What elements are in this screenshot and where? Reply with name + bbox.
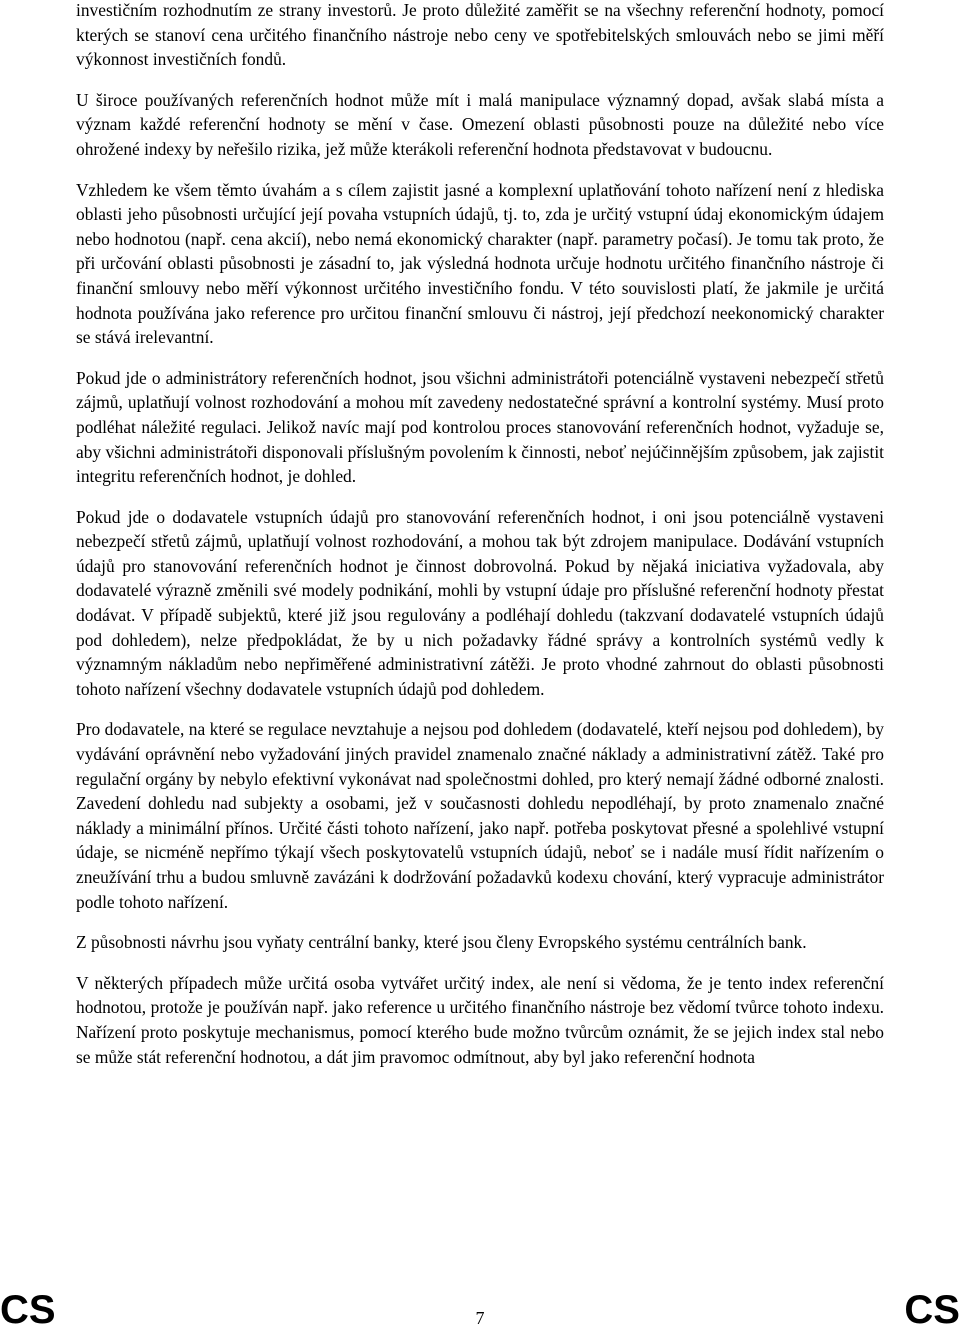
page-number: 7 bbox=[475, 1308, 485, 1328]
paragraph: Pro dodavatele, na které se regulace nevztahuje a nejsou pod dohledem (dodavatelé, kteří nejsou pod dohledem), by vydávání oprávnění nebo vyžadování jiných pravidel znamenalo značné náklady a administrativní zátěž. Také pro regulační orgány by nebylo efektivní vykonávat nad společnostmi dohled, pro který nemají žádné odborné znalosti. Zavedení dohledu nad subjekty a osobami, jež v současnosti dohledu nepodléhají, by proto znamenalo značné náklady a minimální přínos. Určité části tohoto nařízení, jako např. potřeba poskytovat přesné a spolehlivé vstupní údaje, se nicméně nepřímo týkají všech poskytovatelů vstupních údajů, neboť se i nadále musí řídit nařízením o zneužívání trhu a budou smluvně zavázáni k dodržování požadavků kodexu chování, který vypracuje administrátor podle tohoto nařízení. bbox=[76, 719, 884, 912]
footer-language-code-right: CS bbox=[904, 1288, 960, 1332]
paragraph: Pokud jde o dodavatele vstupních údajů pro stanovování referenčních hodnot, i oni jsou potenciálně vystaveni nebezpečí střetů zájmů, uplatňují volnost rozhodování, a mohou tak být zdrojem manipulace. Dodávání vstupních údajů pro stanovování referenčních hodnot je činnost dobrovolná. Pokud by nějaká iniciativa vyžadovala, aby dodavatelé výrazně změnili své modely podnikání, mohli by vstupní údaje pro příslušné referenční hodnoty přestat dodávat. V případě subjektů, které již jsou regulovány a podléhají dohledu (takzvaní dodavatelé vstupních údajů pod dohledem), nelze předpokládat, že by u nich požadavky řádné správy a kontrolních systémů vedly k významným nákladům nebo nepřiměřené administrativní zátěži. Je proto vhodné zahrnout do oblasti působnosti tohoto nařízení všechny dodavatele vstupních údajů pod dohledem. bbox=[76, 506, 884, 699]
document-body bbox=[76, 0, 884, 1085]
paragraph: Pokud jde o administrátory referenčních hodnot, jsou všichni administrátoři potenciálně vystaveni nebezpečí střetů zájmů, uplatňují volnost rozhodování a mohou mít zavedeny nedostatečné správní a kontrolní systémy. Musí proto podléhat náležité regulaci. Jelikož navíc mají pod kontrolou proces stanovování referenčních hodnot, vyžaduje se, aby všichni administrátoři disponovali příslušným povolením k činnosti, neboť nejúčinnějším způsobem, jak zajistit integritu referenčních hodnot, je dohled. bbox=[76, 367, 884, 487]
footer-language-code-left: CS bbox=[0, 1288, 56, 1332]
paragraph: Vzhledem ke všem těmto úvahám a s cílem zajistit jasné a komplexní uplatňování tohoto nařízení není z hlediska oblasti jeho působnosti určující její povaha vstupních údajů, tj. to, zda je určitý vstupní údaj ekonomickým údajem nebo hodnotou (např. cena akcií), nebo nemá ekonomický charakter (např. parametry počasí). Je tomu tak proto, že při určování oblasti působnosti je zásadní to, jak výsledná hodnota určuje hodnotu určitého finančního nástroje či finanční smlouvy nebo měří výkonnost určitého investičního fondu. V této souvislosti platí, že jakmile je určitá hodnota používána jako reference pro určitou finanční smlouvu či nástroj, její předchozí neekonomický charakter se stává irelevantní. bbox=[76, 179, 884, 348]
paragraph: U široce používaných referenčních hodnot může mít i malá manipulace významný dopad, avšak slabá místa a význam každé referenční hodnoty se mění v čase. Omezení oblasti působnosti pouze na důležité nebo více ohrožené indexy by neřešilo rizika, jež může kterákoli referenční hodnota představovat v budoucnu. bbox=[76, 89, 884, 159]
paragraph: V některých případech může určitá osoba vytvářet určitý index, ale není si vědoma, že je tento index referenční hodnotou, protože je používán např. jako reference u určitého finančního nástroje bez vědomí tvůrce tohoto indexu. Nařízení proto poskytuje mechanismus, pomocí kterého bude možno tvůrcům oznámit, že se jejich index stal nebo se může stát referenční hodnotou, a dát jim pravomoc odmítnout, aby byl jako referenční hodnota bbox=[76, 972, 884, 1067]
paragraph: Z působnosti návrhu jsou vyňaty centrální banky, které jsou členy Evropského systému centrálních bank. bbox=[76, 932, 807, 953]
paragraph: investičním rozhodnutím ze strany investorů. Je proto důležité zaměřit se na všechny referenční hodnoty, pomocí kterých se stanoví cena určitého finančního nástroje nebo ceny ve spotřebitelských smlouvách nebo se jimi měří výkonnost investičních fondů. bbox=[76, 0, 884, 70]
